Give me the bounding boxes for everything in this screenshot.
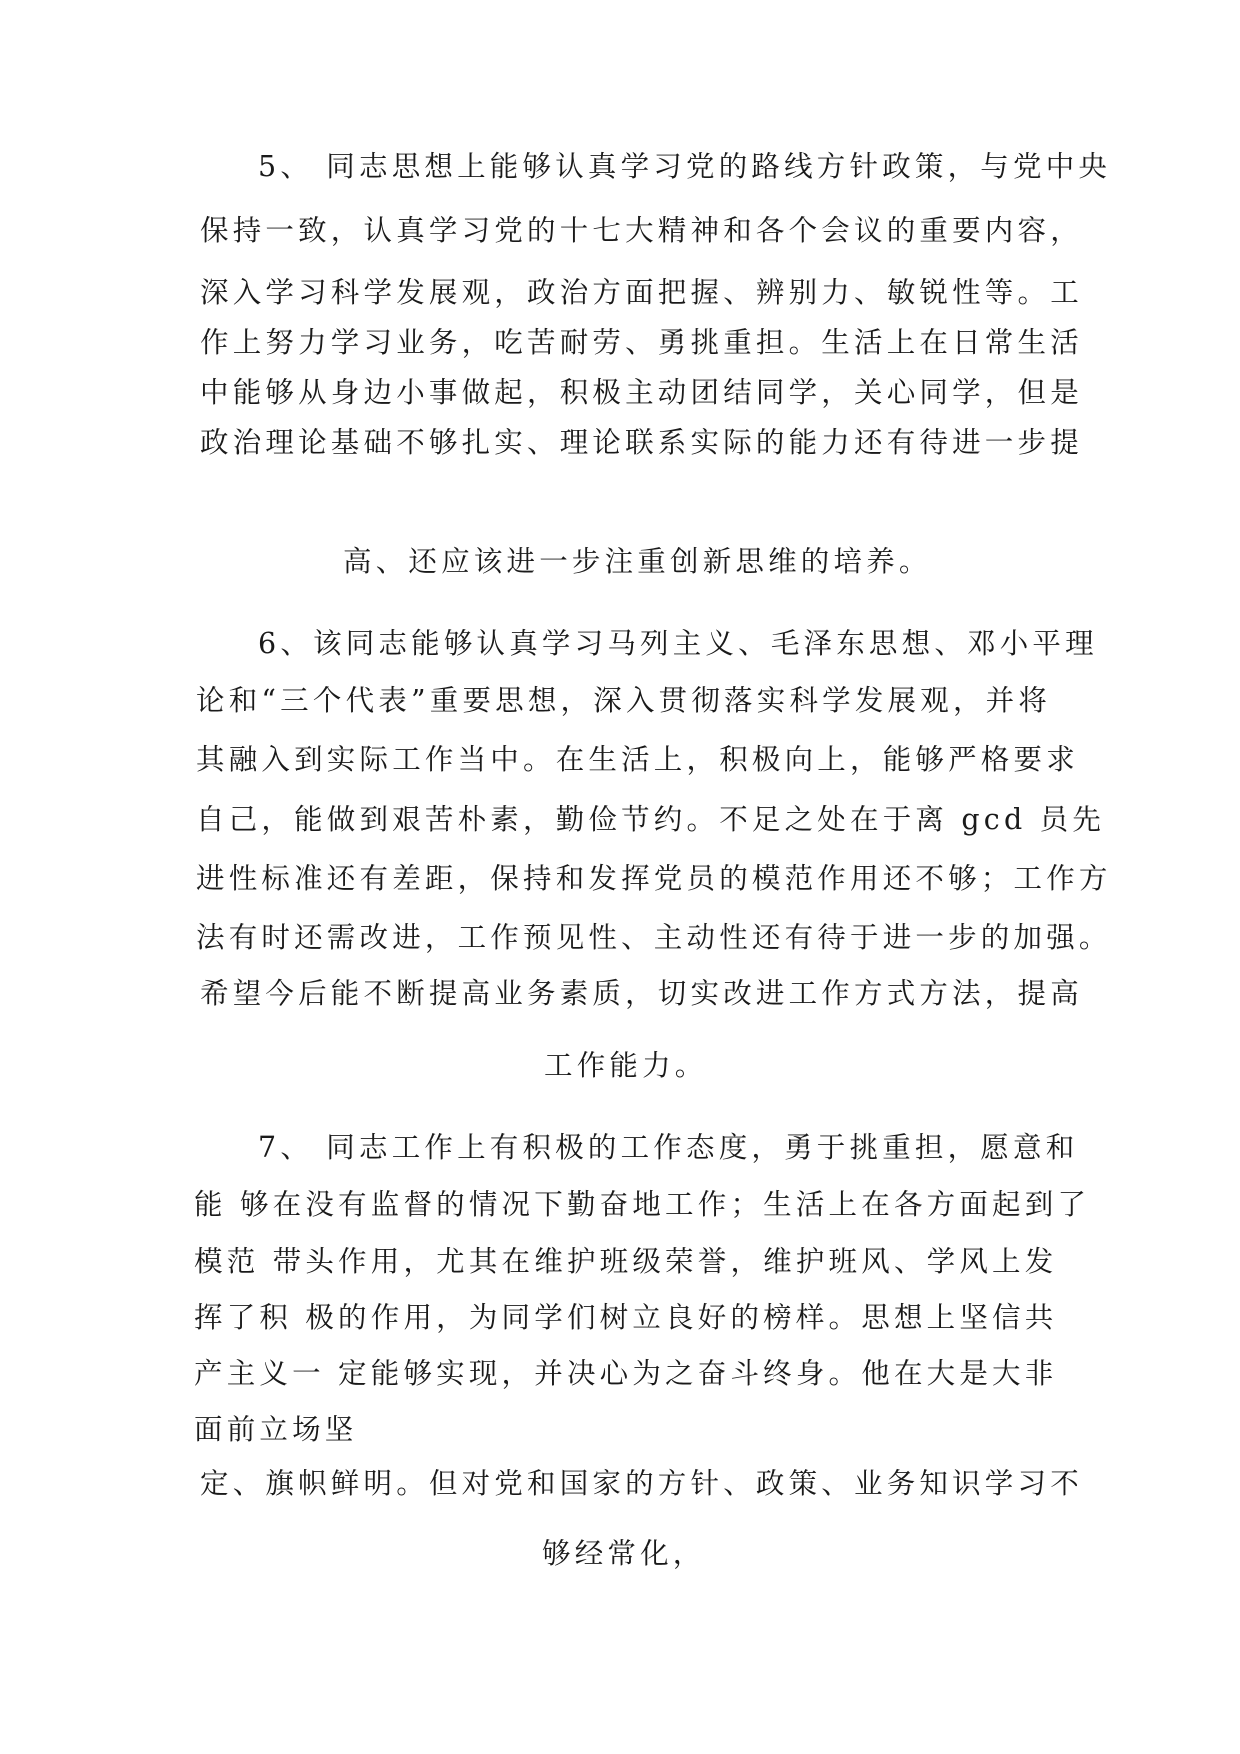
paragraph-line: 产主义一 定能够实现，并决心为之奋斗终身。他在大是大非 — [194, 1357, 1058, 1390]
paragraph-line: 面前立场坚 — [194, 1413, 358, 1446]
paragraph-line: 作上努力学习业务，吃苦耐劳、勇挑重担。生活上在日常生活 — [200, 326, 1083, 359]
paragraph-line: 中能够从身边小事做起，积极主动团结同学，关心同学，但是 — [200, 376, 1083, 409]
paragraph-line: 定、旗帜鲜明。但对党和国家的方针、政策、业务知识学习不 — [200, 1467, 1083, 1500]
paragraph-line: 模范 带头作用，尤其在维护班级荣誉，维护班风、学风上发 — [194, 1245, 1058, 1278]
paragraph-line: 其融入到实际工作当中。在生活上，积极向上，能够严格要求 — [196, 743, 1079, 776]
paragraph-line: 6、该同志能够认真学习马列主义、毛泽东思想、邓小平理 — [258, 627, 1098, 660]
paragraph-line: 希望今后能不断提高业务素质，切实改进工作方式方法，提高 — [200, 977, 1083, 1010]
paragraph-line: 挥了积 极的作用，为同学们树立良好的榜样。思想上坚信共 — [194, 1301, 1058, 1334]
paragraph-line: 7、 同志工作上有积极的工作态度，勇于挑重担，愿意和 — [258, 1131, 1079, 1164]
paragraph-line: 深入学习科学发展观，政治方面把握、辨别力、敏锐性等。工 — [200, 276, 1083, 309]
paragraph-line: 5、 同志思想上能够认真学习党的路线方针政策，与党中央 — [258, 150, 1112, 183]
paragraph-line: 保持一致，认真学习党的十七大精神和各个会议的重要内容， — [200, 214, 1083, 247]
paragraph-line: 高、还应该进一步注重创新思维的培养。 — [343, 545, 932, 578]
paragraph-line: 工作能力。 — [544, 1049, 708, 1082]
paragraph-line: 够经常化， — [542, 1537, 706, 1570]
paragraph-line: 进性标准还有差距，保持和发挥党员的模范作用还不够；工作方 — [196, 862, 1112, 895]
paragraph-line: 能 够在没有监督的情况下勤奋地工作；生活上在各方面起到了 — [194, 1188, 1091, 1221]
paragraph-line: 论和“三个代表”重要思想，深入贯彻落实科学发展观，并将 — [196, 684, 1052, 717]
paragraph-line: 法有时还需改进，工作预见性、主动性还有待于进一步的加强。 — [196, 921, 1112, 954]
paragraph-line: 自己，能做到艰苦朴素，勤俭节约。不足之处在于离 gcd 员先 — [196, 803, 1106, 836]
paragraph-line: 政治理论基础不够扎实、理论联系实际的能力还有待进一步提 — [200, 426, 1083, 459]
